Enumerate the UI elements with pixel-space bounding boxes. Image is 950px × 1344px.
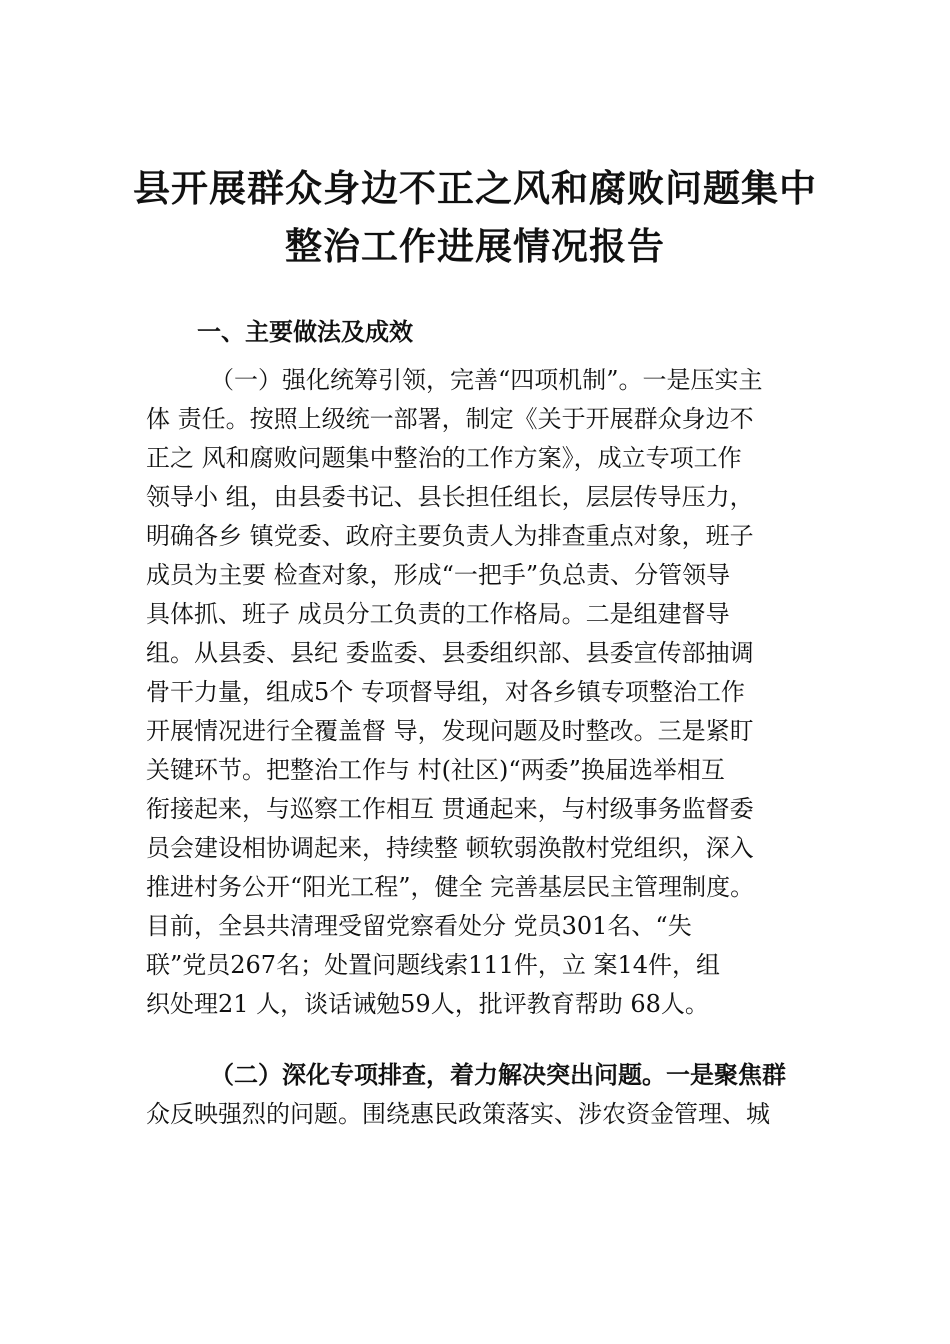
paragraph-1-line: （一）强化统筹引领，完善“四项机制”。一是压实主 [210, 366, 763, 394]
section-1-heading: 一、主要做法及成效 [197, 318, 413, 346]
paragraph-1-line: 领导小 组，由县委书记、县长担任组长，层层传导压力， [146, 483, 754, 511]
paragraph-1-line: 正之 风和腐败问题集中整治的工作方案》，成立专项工作 [146, 444, 742, 472]
paragraph-1-line: 衔接起来，与巡察工作相互 贯通起来，与村级事务监督委 [146, 795, 754, 823]
paragraph-1-line: 开展情况进行全覆盖督 导，发现问题及时整改。三是紧盯 [146, 717, 754, 745]
paragraph-2-line: （二）深化专项排查，着力解决突出问题。一是聚焦群 [210, 1060, 786, 1089]
paragraph-1-line: 明确各乡 镇党委、政府主要负责人为排查重点对象，班子 [146, 522, 754, 550]
paragraph-1-line: 成员为主要 检查对象，形成“一把手”负总责、分管领导 [146, 561, 731, 589]
paragraph-1-line: 关键环节。把整治工作与 村(社区)“两委”换届选举相互 [146, 756, 725, 784]
paragraph-2-line: 众反映强烈的问题。围绕惠民政策落实、涉农资金管理、城 [146, 1100, 770, 1128]
paragraph-1-line: 推进村务公开“阳光工程”，健全 完善基层民主管理制度。 [146, 873, 755, 901]
paragraph-1-line: 具体抓、班子 成员分工负责的工作格局。二是组建督导 [146, 600, 730, 628]
paragraph-1-line: 骨干力量，组成5个 专项督导组，对各乡镇专项整治工作 [146, 678, 745, 706]
paragraph-1-line: 体 责任。按照上级统一部署，制定《关于开展群众身边不 [146, 405, 754, 433]
paragraph-1-line: 员会建设相协调起来，持续整 顿软弱涣散村党组织，深入 [146, 834, 754, 862]
paragraph-1-line: 织处理21 人，谈话诫勉59人，批评教育帮助 68人。 [146, 990, 709, 1018]
paragraph-1-line: 联”党员267名；处置问题线索111件，立 案14件，组 [146, 951, 721, 979]
paragraph-1-line: 目前，全县共清理受留党察看处分 党员301名、“失 [146, 912, 692, 940]
document-title-line-1: 县开展群众身边不正之风和腐败问题集中 [133, 167, 817, 210]
document-title-line-2: 整治工作进展情况报告 [285, 225, 665, 268]
paragraph-1-line: 组。从县委、县纪 委监委、县委组织部、县委宣传部抽调 [146, 639, 754, 667]
